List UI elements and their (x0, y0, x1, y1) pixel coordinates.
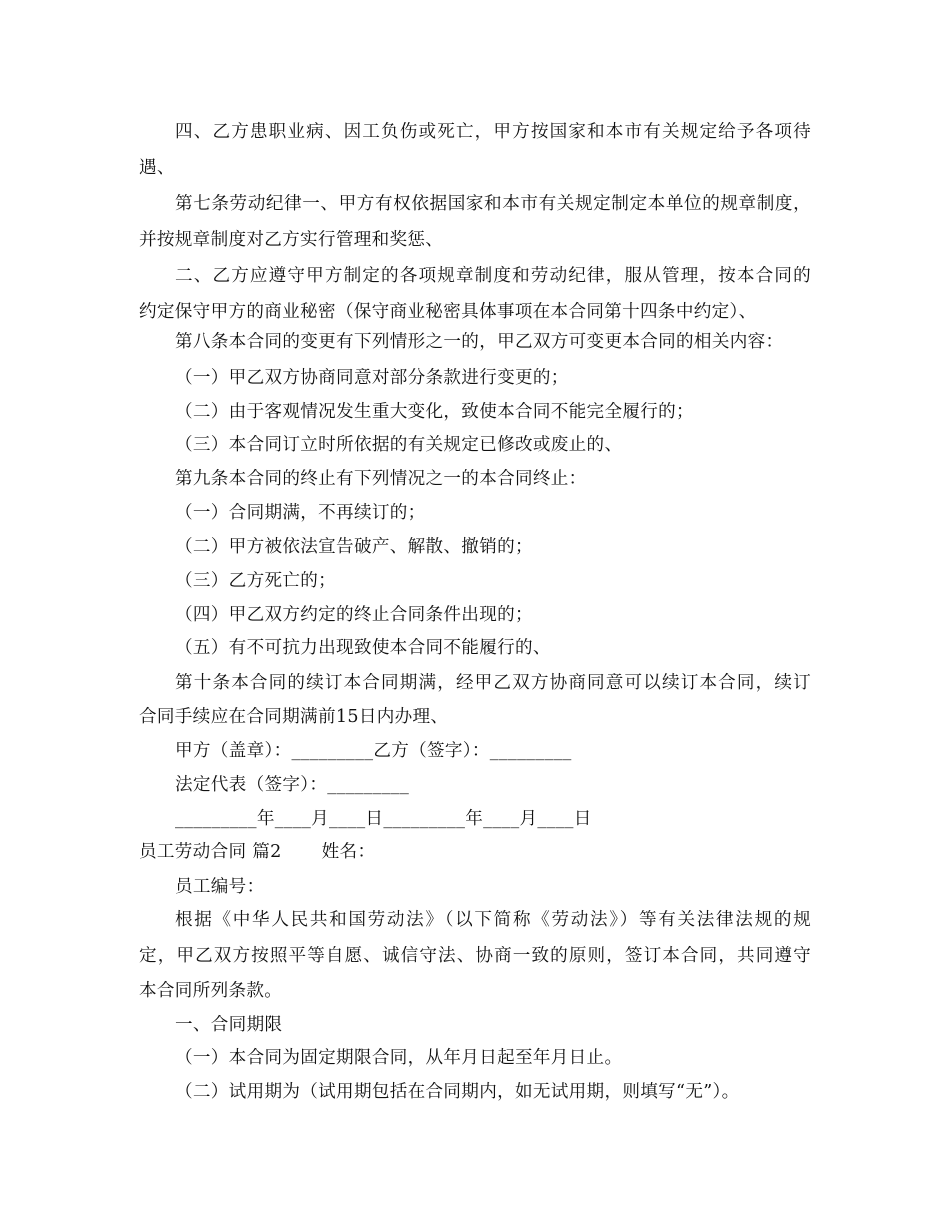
paragraph-line: 四、乙方患职业病、因工负伤或死亡，甲方按国家和本市有关规定给予各项待 (175, 122, 811, 142)
list-item: （二）甲方被依法宣告破产、解散、撤销的； (175, 537, 533, 557)
paragraph-line: 遇、 (139, 158, 175, 178)
paragraph-line: 并按规章制度对乙方实行管理和奖惩、 (139, 230, 444, 250)
paragraph-line: 第十条本合同的续订本合同期满，经甲乙双方协商同意可以续订本合同，续订 (175, 673, 811, 693)
paragraph-line: 二、乙方应遵守甲方制定的各项规章制度和劳动纪律，服从管理，按本合同的 (175, 266, 811, 286)
name-field-label: 姓名： (321, 842, 376, 862)
article-heading: 第九条本合同的终止有下列情况之一的本合同终止： (175, 469, 587, 489)
list-item: （二）试用期为（试用期包括在合同期内，如无试用期，则填写“无”）。 (175, 1082, 740, 1102)
list-item: （四）甲乙双方约定的终止合同条件出现的； (175, 605, 533, 625)
article-heading: 第八条本合同的变更有下列情形之一的，甲乙双方可变更本合同的相关内容： (175, 332, 784, 352)
date-line: _________年____月____日_________年____月____日 (175, 809, 592, 829)
paragraph-line: 约定保守甲方的商业秘密（保守商业秘密具体事项在本合同第十四条中约定）、 (139, 302, 757, 322)
signature-line-representative: 法定代表（签字）：_________ (175, 775, 410, 795)
list-item: （一）本合同为固定期限合同，从年月日起至年月日止。 (175, 1048, 623, 1068)
paragraph-line: 本合同所列条款。 (139, 981, 283, 1001)
list-item: （一）合同期满，不再续订的； (175, 503, 426, 523)
paragraph-line: 根据《中华人民共和国劳动法》（以下简称《劳动法》）等有关法律法规的规 (175, 910, 811, 930)
signature-line-parties: 甲方（盖章）：_________乙方（签字）：_________ (175, 741, 572, 761)
list-item: （二）由于客观情况发生重大变化，致使本合同不能完全履行的； (175, 402, 694, 422)
employee-number-label: 员工编号： (175, 877, 265, 897)
paragraph-line: 第七条劳动纪律一、甲方有权依据国家和本市有关规定制定本单位的规章制度， (175, 194, 811, 214)
section-heading: 一、合同期限 (175, 1015, 283, 1035)
contract-title: 员工劳动合同 篇2 (139, 842, 282, 862)
paragraph-line: 合同手续应在合同期满前15日内办理、 (139, 707, 449, 727)
section-title (139, 840, 819, 864)
list-item: （三）本合同订立时所依据的有关规定已修改或废止的、 (175, 435, 623, 455)
paragraph-line: 定，甲乙双方按照平等自愿、诚信守法、协商一致的原则，签订本合同，共同遵守 (139, 946, 811, 966)
list-item: （三）乙方死亡的； (175, 571, 337, 591)
list-item: （五）有不可抗力出现致使本合同不能履行的、 (175, 638, 551, 658)
list-item: （一）甲乙双方协商同意对部分条款进行变更的； (175, 368, 569, 388)
